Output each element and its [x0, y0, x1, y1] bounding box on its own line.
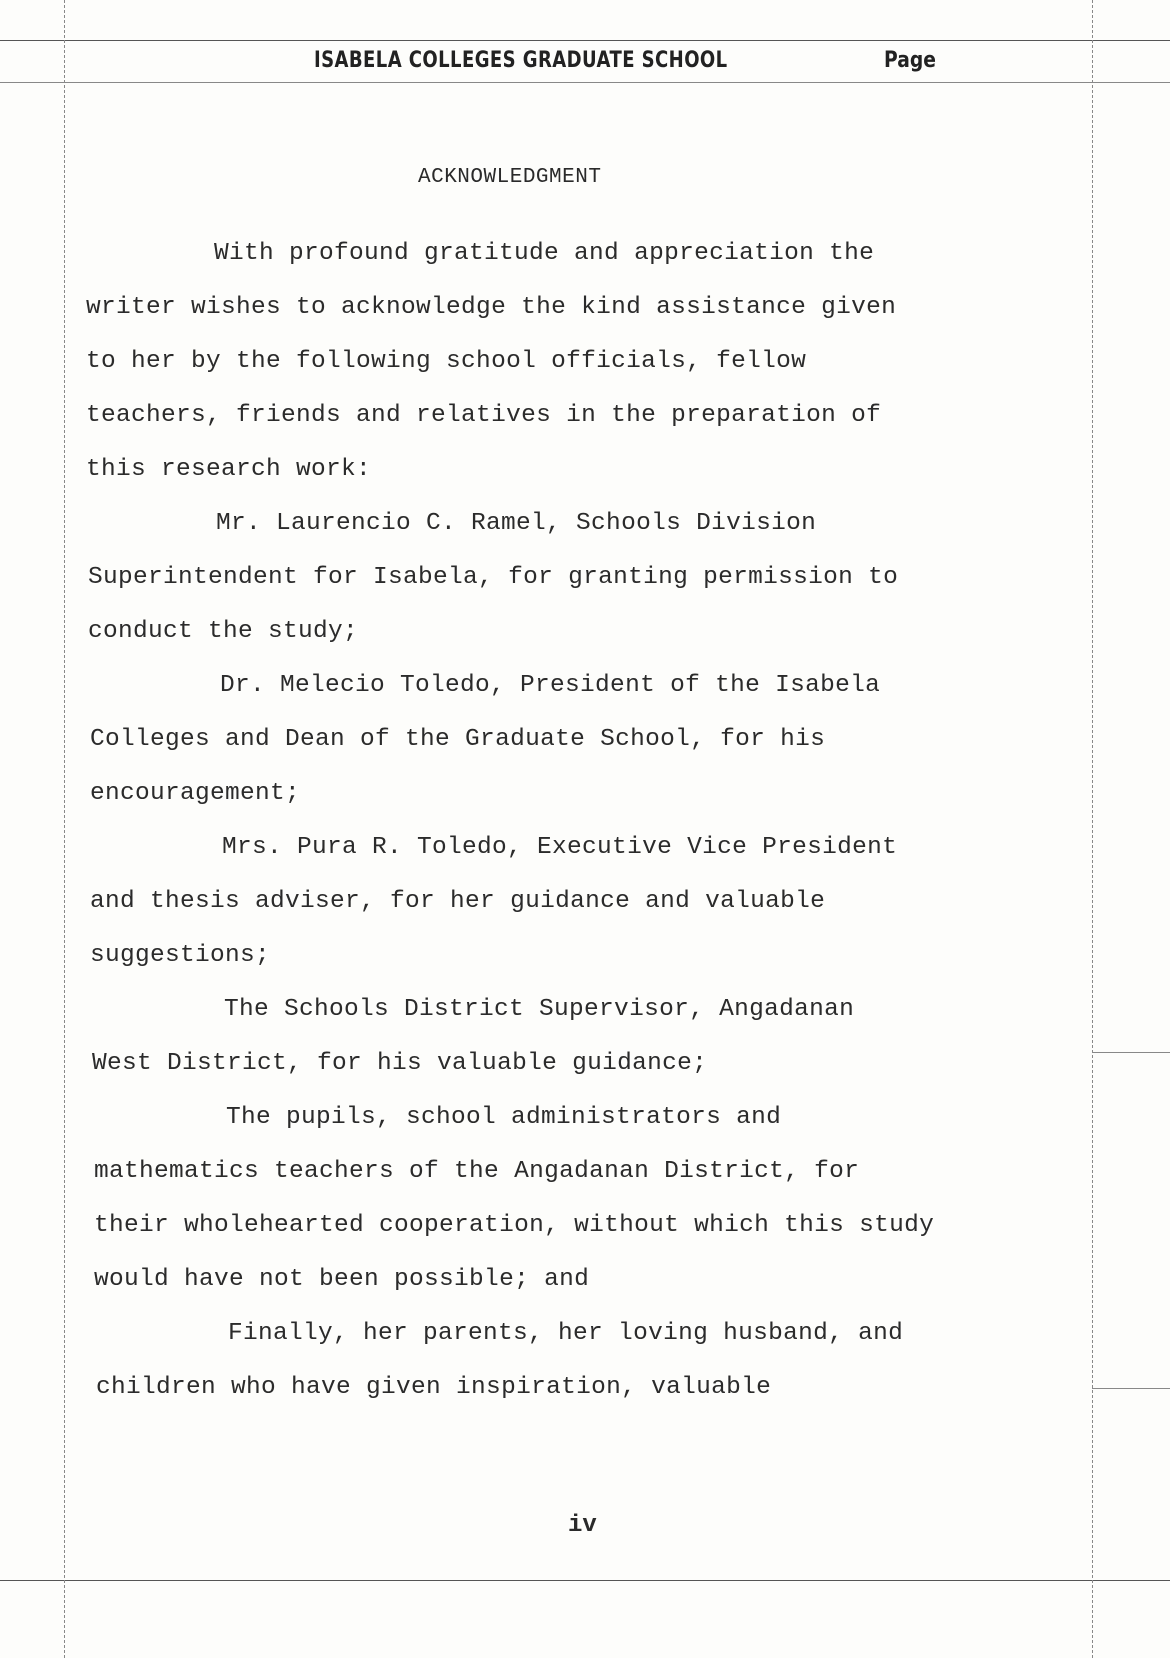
text-line: Superintendent for Isabela, for granting permission to: [88, 564, 899, 591]
right-margin-tick-1: [1092, 1052, 1170, 1053]
text-line: encouragement;: [90, 780, 301, 807]
footer-rule: [0, 1580, 1170, 1581]
text-line: writer wishes to acknowledge the kind assistance given: [86, 294, 897, 321]
text-line: West District, for his valuable guidance;: [92, 1050, 708, 1077]
header-bottom-rule: [0, 82, 1170, 83]
text-line: The pupils, school administrators and: [226, 1104, 782, 1131]
text-line: Colleges and Dean of the Graduate School, for his: [90, 726, 826, 753]
text-line: would have not been possible; and: [94, 1266, 590, 1293]
text-line: to her by the following school officials, fellow: [86, 348, 807, 375]
text-line: Dr. Melecio Toledo, President of the Isabela: [220, 672, 881, 699]
text-line: Finally, her parents, her loving husband, and: [228, 1320, 904, 1347]
right-margin-tick-2: [1092, 1388, 1170, 1389]
right-margin-rule: [1092, 0, 1093, 1658]
text-line: Mr. Laurencio C. Ramel, Schools Division: [216, 510, 817, 537]
text-line: Mrs. Pura R. Toledo, Executive Vice President: [222, 834, 898, 861]
text-line: conduct the study;: [88, 618, 359, 645]
text-line: With profound gratitude and appreciation the: [214, 240, 875, 267]
text-line: teachers, friends and relatives in the preparation of: [86, 402, 882, 429]
header-page-label: Page: [884, 48, 936, 73]
text-line: and thesis adviser, for her guidance and valuable: [90, 888, 826, 915]
page-number: iv: [568, 1512, 597, 1539]
header-top-rule: [0, 40, 1170, 41]
header-institution: ISABELA COLLEGES GRADUATE SCHOOL: [314, 48, 728, 73]
page-title: ACKNOWLEDGMENT: [418, 166, 602, 189]
text-line: The Schools District Supervisor, Angadanan: [224, 996, 855, 1023]
text-line: mathematics teachers of the Angadanan District, for: [94, 1158, 860, 1185]
text-line: suggestions;: [90, 942, 271, 969]
text-line: children who have given inspiration, valuable: [96, 1374, 772, 1401]
text-line: their wholehearted cooperation, without which this study: [94, 1212, 935, 1239]
left-margin-rule: [64, 0, 65, 1658]
text-line: this research work:: [86, 456, 372, 483]
page-header: [64, 42, 1076, 82]
